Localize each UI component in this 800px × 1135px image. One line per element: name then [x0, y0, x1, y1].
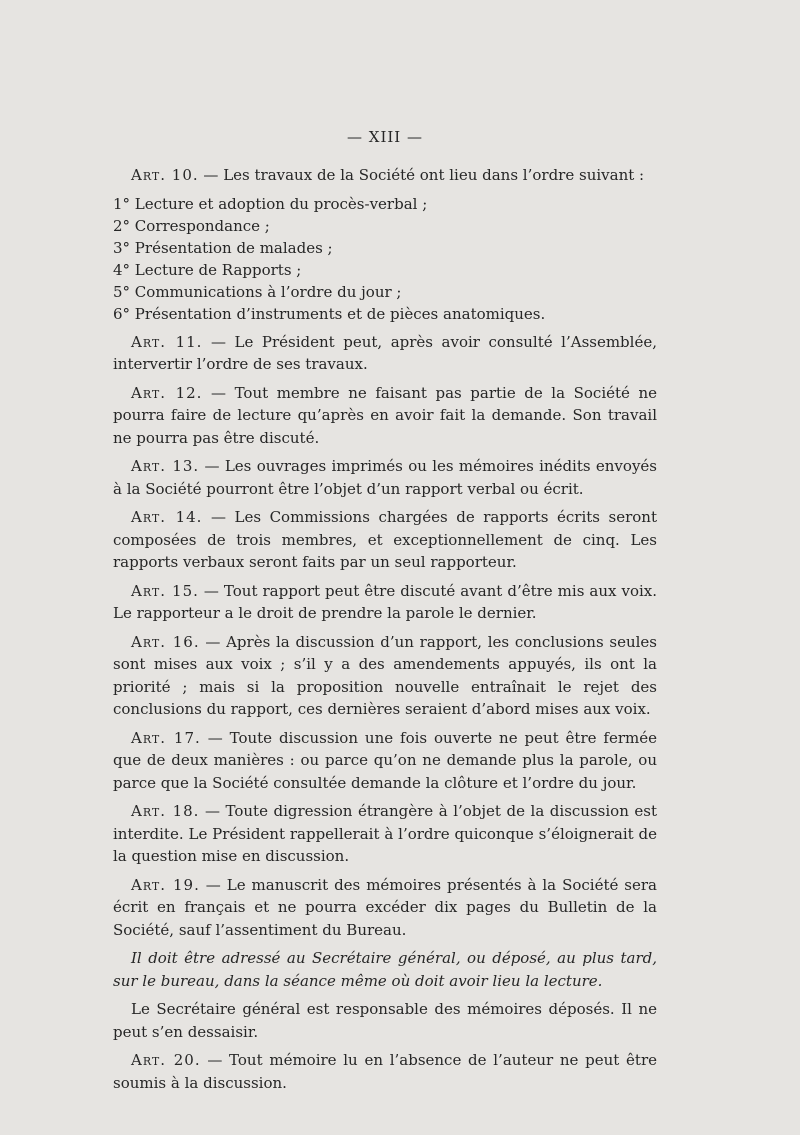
page-text: [113, 128, 657, 1100]
page-number: — XIII —: [347, 128, 423, 146]
article-text: — Le manuscrit des mémoires présentés à la Société sera écrit en français et ne pourra excéder dix pages du Bulletin de la Société, sauf l’assentiment du Bureau.: [113, 875, 657, 939]
article-label: Art. 19.: [131, 875, 200, 894]
article-18: [113, 800, 657, 868]
article-text: — Tout membre ne faisant pas partie de la Société ne pourra faire de lecture qu’après en avoir fait la demande. Son travail ne pourra pas être discuté.: [113, 383, 657, 447]
article-19-italic-note: Il doit être adressé au Secrétaire général, ou déposé, au plus tard, sur le bureau, dans la séance même où doit avoir lieu la lecture.: [113, 949, 657, 990]
list-item: 5° Communications à l’ordre du jour ;: [113, 282, 402, 301]
article-label: Art. 13.: [131, 457, 200, 475]
list-item: 4° Lecture de Rapports ;: [113, 260, 302, 279]
article-label: Art. 15.: [131, 581, 199, 600]
article-label: Art. 20.: [131, 1051, 201, 1069]
article-label: Art. 14.: [131, 508, 203, 526]
article-10: [113, 164, 657, 187]
article-label: Art. 17.: [131, 728, 201, 747]
article-17: [113, 727, 657, 795]
list-item: 3° Présentation de malades ;: [113, 238, 333, 257]
article-text: — Toute discussion une fois ouverte ne peut être fermée que de deux manières : ou parce qu’on ne demande plus la parole, ou parce que la Société consultée demande la clôture et l’ordre du jour.: [113, 728, 657, 792]
article-label: Art. 16.: [131, 632, 200, 651]
article-11: [113, 331, 657, 376]
article-text: — Tout mémoire lu en l’absence de l’auteur ne peut être soumis à la discussion.: [113, 1051, 657, 1092]
order-list: [113, 193, 657, 325]
article-20: [113, 1049, 657, 1094]
list-item: 2° Correspondance ;: [113, 216, 270, 235]
list-item: 1° Lecture et adoption du procès-verbal ;: [113, 194, 428, 213]
article-15: [113, 580, 657, 625]
article-12: [113, 382, 657, 450]
list-item: 6° Présentation d’instruments et de pièces anatomiques.: [113, 304, 546, 323]
article-label: Art. 12.: [131, 383, 203, 402]
article-text: — Tout rapport peut être discuté avant d’être mis aux voix. Le rapporteur a le droit de prendre la parole le dernier.: [113, 581, 658, 622]
article-text: — Les ouvrages imprimés ou les mémoires inédits envoyés à la Société pourront être l’objet d’un rapport verbal ou écrit.: [113, 457, 657, 498]
article-text: — Toute digression étrangère à l’objet de la discussion est interdite. Le Président rappellerait à l’ordre quiconque s’éloignerait de la question mise en discussion.: [113, 802, 657, 865]
article-text: — Après la discussion d’un rapport, les conclusions seules sont mises aux voix ; s’il y a des amendements appuyés, ils ont la priorité ; mais si la proposition nouvelle entraînait le rejet des conclusions du rapport, ces dernières seraient d’abord mises aux voix.: [113, 632, 657, 718]
article-text: — Les travaux de la Société ont lieu dans l’ordre suivant :: [198, 166, 645, 184]
article-16: [113, 631, 657, 721]
article-label: Art. 18.: [131, 802, 200, 820]
article-19: [113, 874, 657, 942]
article-text: — Les Commissions chargées de rapports écrits seront composées de trois membres, et exceptionnellement de cinq. Les rapports verbaux seront faits par un seul rapporteur.: [113, 508, 657, 571]
article-19-secretary-note: Le Secrétaire général est responsable des mémoires déposés. Il ne peut s’en dessaisir.: [113, 1000, 657, 1041]
article-label: Art. 10.: [131, 166, 199, 184]
article-label: Art. 11.: [131, 332, 203, 351]
article-13: [113, 455, 657, 500]
article-14: [113, 506, 657, 574]
article-text: — Le Président peut, après avoir consulté l’Assemblée, intervertir l’ordre de ses travaux.: [113, 332, 657, 373]
